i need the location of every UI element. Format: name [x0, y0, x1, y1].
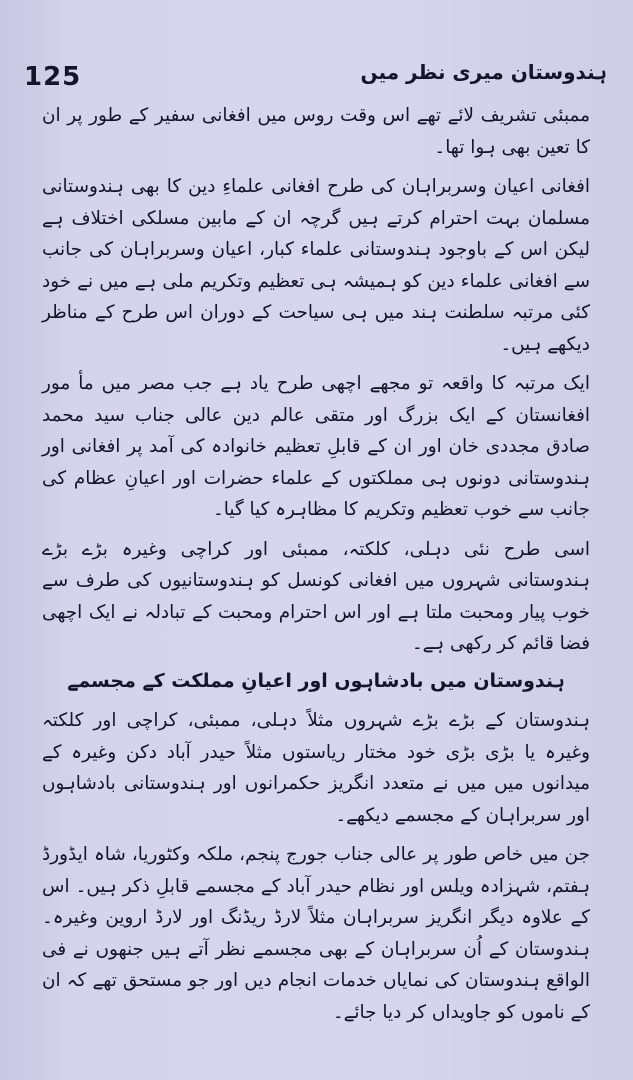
body-text — [42, 100, 590, 1028]
section-heading: ہندوستان میں بادشاہوں اور اعیانِ مملکت کے مجسمے — [67, 669, 565, 692]
paragraph-6: جن میں خاص طور پر عالی جناب جورج پنجم، ملکہ وکٹوریا، شاہ ایڈورڈ ہفتم، شہزادہ ویلس اور نظام حیدر آباد کے مجسمے قابلِ ذکر ہیں۔ اس کے علاوہ دیگر انگریز سربراہان مثلاً لارڈ ریڈنگ اور لارڈ اروین وغیرہ۔ ہندوستان کے اُن سربراہان کے بھی مجسمے نظر آتے ہیں جنھوں نے فی الواقع ہندوستان کی نمایاں خدمات انجام دیں اور جو مستحق تھے کہ ان کے ناموں کو جاویداں کر دیا جائے۔ — [42, 844, 590, 1023]
paragraph-1: ممبئی تشریف لائے تھے اس وقت روس میں افغانی سفیر کے طور پر ان کا تعین بھی ہوا تھا۔ — [42, 105, 590, 158]
page-number: 125 — [24, 62, 82, 92]
paragraph-3: ایک مرتبہ کا واقعہ تو مجھے اچھی طرح یاد ہے جب مصر میں مأ مور افغانستان کے ایک بزرگ اور متقی عالم دین عالی جناب سید محمد صادق مجددی خان اور ان کے قابلِ تعظیم خانوادہ کی آمد پر افغانی اور ہندوستانی دونوں ہی مملکتوں کے علماء حضرات اور اعیانِ عظام کی جانب سے خوب تعظیم وتکریم کا مظاہرہ کیا گیا۔ — [42, 373, 590, 520]
paragraph-2: افغانی اعیان وسربراہان کی طرح افغانی علماءِ دین کا بھی ہندوستانی مسلمان بہت احترام کرتے ہیں گرچہ ان کے مابین مسلکی اختلاف ہے لیکن اس کے باوجود ہندوستانی علماء کبار، اعیان وسربراہان کی جانب سے افغانی علماء دین کو ہمیشہ ہی تعظیم وتکریم ملی ہے میں نے خود کئی مرتبہ سلطنت ہند میں ہی سیاحت کے دوران اس طرح کے مناظر دیکھے ہیں۔ — [42, 176, 590, 355]
paragraph-4: اسی طرح نئی دہلی، کلکتہ، ممبئی اور کراچی وغیرہ بڑے بڑے ہندوستانی شہروں میں افغانی کونسل کو ہندوستانیوں کی طرف سے خوب پیار ومحبت ملتا ہے اور اس احترام ومحبت کے تبادلہ نے ایک اچھی فضا قائم کر رکھی ہے۔ — [42, 538, 590, 654]
paragraph-5: ہندوستان کے بڑے بڑے شہروں مثلاً دہلی، ممبئی، کراچی اور کلکتہ وغیرہ یا بڑی بڑی خود مختار ریاستوں مثلاً حیدر آباد دکن وغیرہ کے میدانوں میں میں نے متعدد انگریز حکمرانوں اور ہندوستانی بادشاہوں اور سربراہان کے مجسمے دیکھے۔ — [42, 710, 590, 826]
running-title: ہندوستان میری نظر میں — [360, 60, 607, 84]
